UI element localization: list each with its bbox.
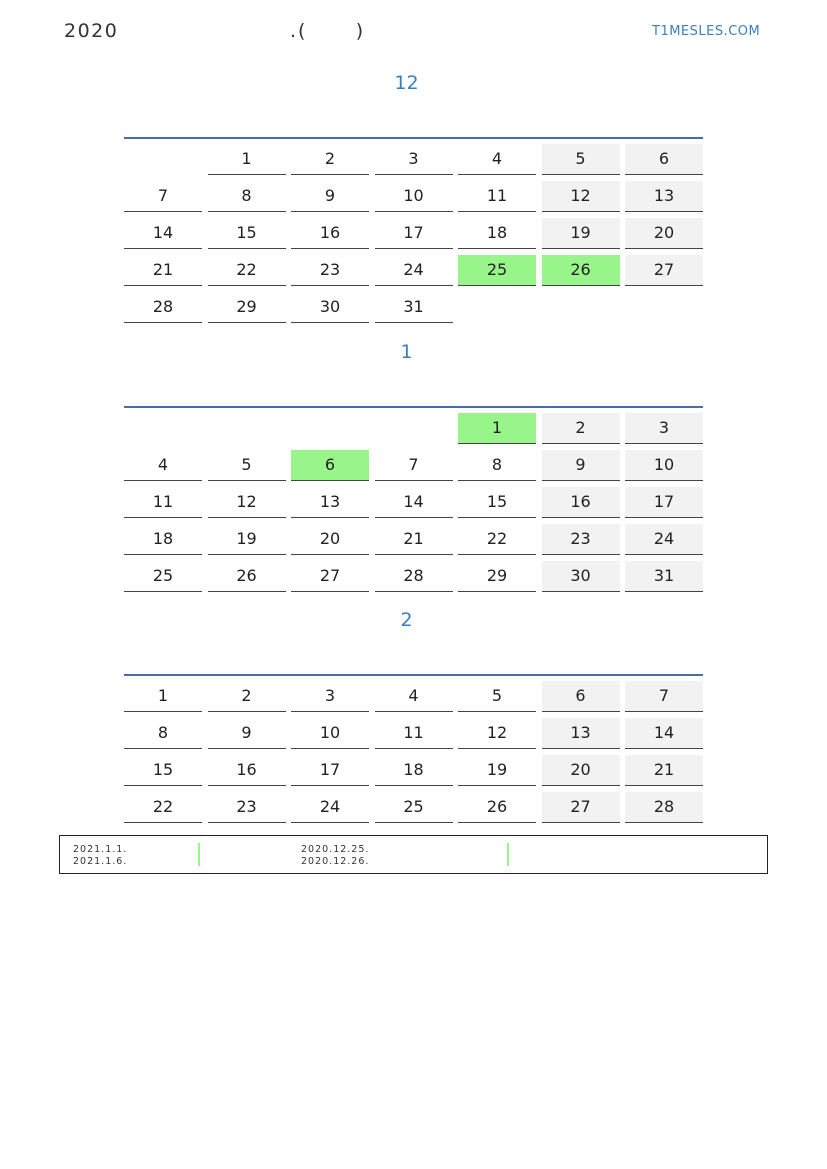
day-cell: 1 [208,144,286,175]
holiday-day-cell: 25 [458,255,536,286]
day-cell: 16 [208,755,286,786]
day-cell: 28 [124,292,202,323]
calendar-rule [124,674,703,676]
day-cell: 21 [625,755,703,786]
day-cell: 27 [542,792,620,823]
holiday-day-cell: 6 [291,450,369,481]
day-cell: 4 [124,450,202,481]
day-cell: 14 [375,487,453,518]
legend-date: 2020.12.26. [301,856,370,867]
day-cell: 24 [625,524,703,555]
calendar-grid [124,681,703,829]
day-cell: 12 [208,487,286,518]
holiday-day-cell: 1 [458,413,536,444]
day-cell: 3 [291,681,369,712]
day-cell: 31 [625,561,703,592]
legend-date: 2020.12.25. [301,844,370,855]
empty-day-cell [625,292,703,322]
day-cell: 12 [542,181,620,212]
legend-marker [198,843,200,866]
day-cell: 9 [542,450,620,481]
day-cell: 17 [375,218,453,249]
month-title-december: 12 [394,72,419,94]
day-cell: 17 [625,487,703,518]
day-cell: 1 [124,681,202,712]
empty-day-cell [124,413,202,443]
day-cell: 11 [124,487,202,518]
day-cell: 4 [375,681,453,712]
day-cell: 22 [458,524,536,555]
day-cell: 8 [458,450,536,481]
day-cell: 13 [625,181,703,212]
day-cell: 7 [124,181,202,212]
legend-column-2 [301,844,369,868]
day-cell: 19 [458,755,536,786]
day-cell: 30 [291,292,369,323]
day-cell: 29 [208,292,286,323]
day-cell: 5 [458,681,536,712]
day-cell: 7 [375,450,453,481]
calendar-rule [124,137,703,139]
empty-day-cell [458,292,536,322]
day-cell: 13 [291,487,369,518]
day-cell: 8 [124,718,202,749]
holiday-legend [59,835,768,874]
day-cell: 31 [375,292,453,323]
day-cell: 14 [124,218,202,249]
legend-date: 2021.1.6. [73,856,128,867]
month-title-february: 2 [400,609,413,631]
day-cell: 22 [208,255,286,286]
holiday-day-cell: 26 [542,255,620,286]
day-cell: 23 [208,792,286,823]
day-cell: 9 [291,181,369,212]
day-cell: 25 [124,561,202,592]
day-cell: 10 [375,181,453,212]
day-cell: 14 [625,718,703,749]
day-cell: 17 [291,755,369,786]
day-cell: 7 [625,681,703,712]
day-cell: 10 [625,450,703,481]
day-cell: 20 [625,218,703,249]
day-cell: 23 [542,524,620,555]
legend-date: 2021.1.1. [73,844,128,855]
empty-day-cell [542,292,620,322]
day-cell: 20 [542,755,620,786]
day-cell: 22 [124,792,202,823]
empty-day-cell [291,413,369,443]
day-cell: 15 [124,755,202,786]
day-cell: 24 [291,792,369,823]
day-cell: 16 [542,487,620,518]
day-cell: 26 [208,561,286,592]
day-cell: 11 [375,718,453,749]
day-cell: 11 [458,181,536,212]
day-cell: 10 [291,718,369,749]
day-cell: 13 [542,718,620,749]
day-cell: 23 [291,255,369,286]
day-cell: 2 [291,144,369,175]
day-cell: 21 [124,255,202,286]
day-cell: 18 [375,755,453,786]
calendar-january [124,406,703,598]
day-cell: 28 [625,792,703,823]
day-cell: 12 [458,718,536,749]
day-cell: 27 [291,561,369,592]
day-cell: 18 [124,524,202,555]
header-subtitle: .( ) [290,20,366,42]
day-cell: 8 [208,181,286,212]
month-title-january: 1 [400,341,413,363]
calendar-grid [124,144,703,329]
empty-day-cell [124,144,202,174]
day-cell: 25 [375,792,453,823]
day-cell: 9 [208,718,286,749]
day-cell: 20 [291,524,369,555]
day-cell: 5 [208,450,286,481]
calendar-grid [124,413,703,598]
day-cell: 24 [375,255,453,286]
day-cell: 15 [208,218,286,249]
legend-marker [507,843,509,866]
day-cell: 2 [542,413,620,444]
day-cell: 29 [458,561,536,592]
day-cell: 15 [458,487,536,518]
header-title: 2020 [64,20,119,42]
day-cell: 3 [625,413,703,444]
day-cell: 26 [458,792,536,823]
empty-day-cell [208,413,286,443]
day-cell: 19 [542,218,620,249]
day-cell: 6 [625,144,703,175]
day-cell: 19 [208,524,286,555]
day-cell: 5 [542,144,620,175]
day-cell: 16 [291,218,369,249]
calendar-december [124,137,703,329]
site-brand-link[interactable]: T1MESLES.COM [652,24,761,39]
day-cell: 4 [458,144,536,175]
empty-day-cell [375,413,453,443]
legend-column-1 [73,844,127,868]
calendar-february [124,674,703,829]
day-cell: 27 [625,255,703,286]
day-cell: 28 [375,561,453,592]
calendar-rule [124,406,703,408]
day-cell: 18 [458,218,536,249]
day-cell: 3 [375,144,453,175]
day-cell: 6 [542,681,620,712]
day-cell: 21 [375,524,453,555]
day-cell: 2 [208,681,286,712]
day-cell: 30 [542,561,620,592]
